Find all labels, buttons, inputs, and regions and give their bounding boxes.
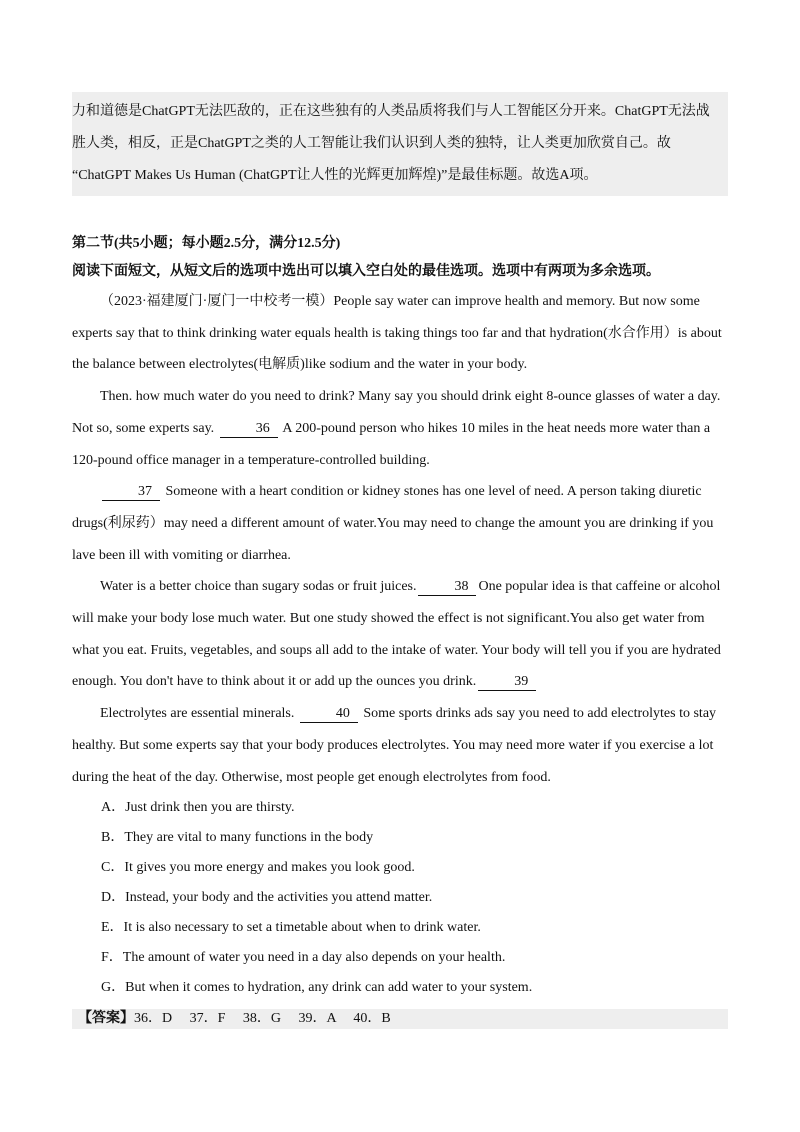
answer-options bbox=[72, 793, 728, 1003]
blank-40: 40 bbox=[300, 706, 358, 723]
passage-paragraph-1: （2023·福建厦门·厦门一中校考一模）People say water can improve health and memory. But now some experts say that to think drinking water equals health is taking things too far and that hydration(水合作用）is about the balance between electrolytes(电解质)like sodium and the water in your body. bbox=[72, 294, 722, 373]
section-header bbox=[72, 230, 728, 286]
option-a: A．Just drink then you are thirsty. bbox=[101, 800, 295, 816]
paragraph-4-text-a: Water is a better choice than sugary sodas or fruit juices. bbox=[100, 579, 417, 595]
blank-39: 39 bbox=[478, 674, 536, 691]
blank-37: 37 bbox=[102, 484, 160, 501]
explanation-line-2: 胜人类，相反，正是ChatGPT之类的人工智能让我们认识到人类的独特，让人类更加欣赏自己。故 bbox=[72, 136, 671, 151]
answer-values: 36．D 37．F 38．G 39．A 40．B bbox=[134, 1011, 391, 1027]
option-e: E．It is also necessary to set a timetable about when to drink water. bbox=[101, 920, 481, 936]
explanation-line-3: “ChatGPT Makes Us Human (ChatGPT让人性的光辉更加辉煌)”是最佳标题。故选A项。 bbox=[72, 168, 598, 183]
paragraph-4-text-b: One popular idea is that caffeine or alcohol will make your body lose much water. But one study showed the effect is not significant.You also get water from what you eat. Fruits, vegetables, and soups all add to the intake of water. Your body will tell you if you are hydrated enough. You don't have to think about it or add up the ounces you drink. bbox=[72, 579, 721, 690]
section-title: 第二节(共5小题；每小题2.5分，满分12.5分) bbox=[72, 236, 341, 251]
document-page bbox=[72, 92, 728, 1029]
option-f: F．The amount of water you need in a day also depends on your health. bbox=[101, 950, 506, 966]
explanation-line-1: 力和道德是ChatGPT无法匹敌的，正在这些独有的人类品质将我们与人工智能区分开来。ChatGPT无法战 bbox=[72, 104, 710, 119]
paragraph-2-text-a: Then. how much water do you need to drink? Many say you should drink eight 8-ounce glasses of water a day. Not so, some experts say. bbox=[72, 389, 721, 436]
passage-paragraph-2 bbox=[72, 381, 728, 476]
blank-36: 36 bbox=[220, 421, 278, 438]
paragraph-5-text-b: Some sports drinks ads say you need to add electrolytes to stay healthy. But some experts say that your body produces electrolytes. You may need more water if you exercise a lot during the heat of the day. Otherwise, most people get enough electrolytes from food. bbox=[72, 706, 717, 785]
option-c: C．It gives you more energy and makes you look good. bbox=[101, 860, 415, 876]
blank-38: 38 bbox=[418, 579, 476, 596]
reading-passage bbox=[72, 286, 728, 793]
paragraph-3-text: Someone with a heart condition or kidney stones has one level of need. A person taking diuretic drugs(利尿药）may need a different amount of water.You may need to change the amount you are drinking if you lave been ill with vomiting or diarrhea. bbox=[72, 484, 714, 563]
option-g: G．But when it comes to hydration, any drink can add water to your system. bbox=[101, 980, 533, 996]
paragraph-2-text-b: A 200-pound person who hikes 10 miles in the heat needs more water than a 120-pound office manager in a temperature-controlled building. bbox=[72, 420, 711, 468]
previous-explanation-block bbox=[72, 92, 728, 196]
passage-paragraph-5 bbox=[72, 698, 728, 793]
paragraph-5-text-a: Electrolytes are essential minerals. bbox=[100, 706, 295, 722]
option-d: D．Instead, your body and the activities you attend matter. bbox=[101, 890, 433, 906]
option-b: B．They are vital to many functions in the body bbox=[101, 830, 374, 846]
passage-paragraph-4 bbox=[72, 571, 728, 698]
passage-paragraph-3 bbox=[72, 476, 728, 571]
section-instruction: 阅读下面短文，从短文后的选项中选出可以填入空白处的最佳选项。选项中有两项为多余选项。 bbox=[72, 264, 660, 279]
answer-key bbox=[72, 1009, 728, 1029]
answer-label: 【答案】 bbox=[78, 1011, 134, 1027]
